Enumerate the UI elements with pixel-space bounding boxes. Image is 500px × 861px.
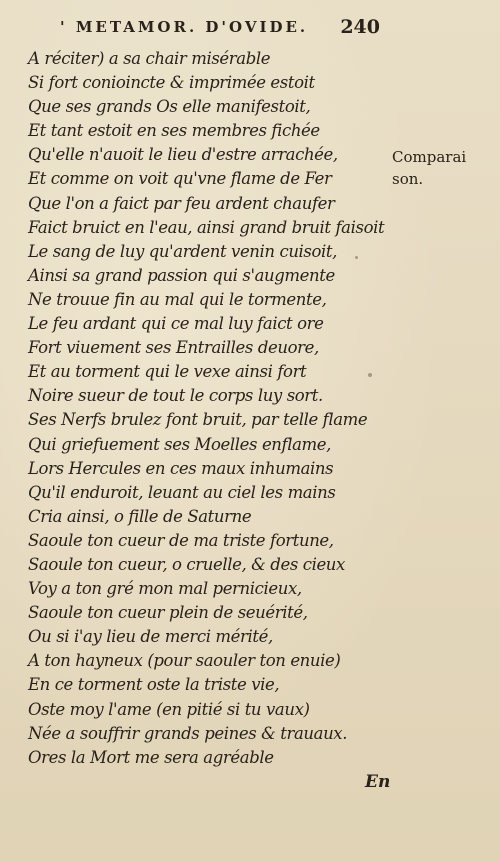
verse-line: Et tant estoit en ses membres fichée: [28, 121, 320, 141]
verse-line: Saoule ton cueur plein de seuérité,: [28, 603, 308, 623]
verse-line: Et comme on voit qu'vne flame de Fer: [28, 169, 332, 189]
verse-line: Ses Nerfs brulez font bruit, par telle flame: [28, 410, 368, 430]
paper-speck: [368, 373, 372, 377]
verse-line: Voy a ton gré mon mal pernicieux,: [28, 579, 302, 599]
verse-line: Ou si i'ay lieu de merci mérité,: [28, 627, 273, 647]
verse-line: Saoule ton cueur de ma triste fortune,: [28, 530, 334, 550]
verse-line: Qui griefuement ses Moelles enflame,: [28, 434, 332, 454]
verse-line: A réciter) a sa chair misérable: [28, 49, 271, 68]
verse-line: Cria ainsi, o fille de Saturne: [28, 506, 252, 526]
verse-line: Née a souffrir grands peines & trauaux.: [28, 723, 348, 743]
verse-line: Ores la Mort me sera agréable: [28, 747, 274, 767]
verse-line: Ainsi sa grand passion qui s'augmente: [28, 265, 335, 285]
verse-line: Saoule ton cueur, o cruelle, & des cieux: [28, 554, 345, 574]
verse-line: Qu'il enduroit, leuant au ciel les mains: [28, 482, 336, 502]
verse-line: Qu'elle n'auoit le lieu d'estre arrachée,: [28, 145, 338, 165]
verse-line: Faict bruict en l'eau, ainsi grand bruit faisoit: [28, 217, 385, 237]
verse-line: Et au torment qui le vexe ainsi fort: [28, 362, 307, 382]
verse-line: Oste moy l'ame (en pitié si tu vaux): [28, 699, 310, 719]
margin-note-line: Comparai: [392, 148, 467, 166]
verse-line: En ce torment oste la triste vie,: [28, 675, 280, 695]
verse-line: Que l'on a faict par feu ardent chaufer: [28, 193, 335, 213]
verse-line: Si fort conioincte & imprimée estoit: [28, 73, 315, 93]
verse-line: Fort viuement ses Entrailles deuore,: [28, 338, 319, 358]
margin-note-line: son.: [392, 170, 424, 188]
verse-block: [28, 47, 385, 770]
verse-line: A ton hayneux (pour saouler ton enuie): [28, 651, 341, 671]
running-head: ' METAMOR. D'OVIDE.: [60, 18, 309, 36]
verse-line: Le feu ardant qui ce mal luy faict ore: [28, 314, 324, 334]
verse-line: Noire sueur de tout le corps luy sort.: [28, 386, 323, 406]
paper-speck: [355, 256, 358, 259]
verse-line: Que ses grands Os elle manifestoit,: [28, 97, 311, 117]
margin-note: [392, 146, 482, 190]
page-header: [60, 18, 380, 42]
verse-line: Le sang de luy qu'ardent venin cuisoit,: [28, 241, 337, 261]
catchword: En: [365, 772, 391, 792]
verse-line: Lors Hercules en ces maux inhumains: [28, 458, 334, 478]
page-number: 240: [340, 16, 380, 38]
verse-line: Ne trouue fin au mal qui le tormente,: [28, 289, 327, 309]
